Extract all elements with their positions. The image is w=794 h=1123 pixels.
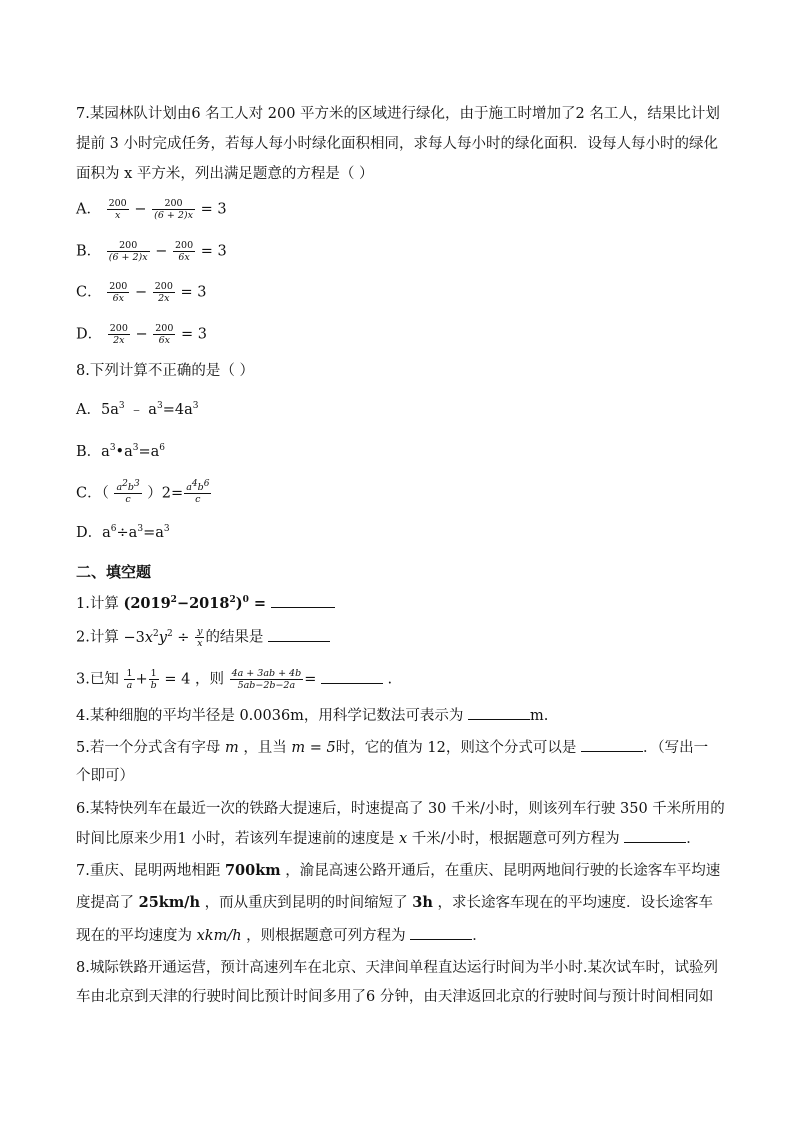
answer-blank[interactable] bbox=[468, 705, 530, 720]
section-heading: 二、填空题 bbox=[76, 563, 152, 581]
q8-title: 8.下列计算不正确的是（ ） bbox=[76, 363, 254, 379]
option-label: C． bbox=[76, 485, 102, 502]
fill-q1: 1.计算 $(2019^2-2018^2)^0$ = bbox=[76, 593, 335, 614]
option-label: B． bbox=[76, 243, 102, 260]
fraction: $\frac{200}{2x}$ bbox=[109, 323, 128, 346]
fill-q3: 3.已知 $\frac{1}{a}$ + $\frac{1}{b}$ = 4 ，则 $\frac{4a + 3ab + 4b}{5ab-2b-2a}$ = . bbox=[76, 668, 393, 691]
fraction: $\frac{1}{b}$ bbox=[150, 668, 157, 691]
option-label: C． bbox=[76, 284, 102, 301]
fraction: $\frac{4a + 3ab + 4b}{5ab-2b-2a}$ bbox=[231, 668, 302, 691]
fill-q7-line-1: 7.重庆、昆明两地相距 700km ，渝昆高速公路开通后，在重庆、昆明两地间行驶的长途客车平均速 bbox=[76, 862, 721, 879]
q7-option-b[interactable]: B． $\frac{200}{(6 + 2)x}$ − $\frac{200}{6x}$ = 3 bbox=[76, 240, 227, 263]
q8-option-d[interactable]: D．$a^6\div a^3=a^3$ bbox=[76, 524, 170, 541]
fraction: $\frac{200}{6x}$ bbox=[175, 240, 194, 263]
q7-option-c[interactable]: C． $\frac{200}{6x}$ − $\frac{200}{2x}$ = 3 bbox=[76, 281, 207, 304]
fraction: $\frac{200}{(6 + 2)x}$ bbox=[108, 240, 148, 263]
answer-blank[interactable] bbox=[321, 669, 383, 684]
q7-line-2: 提前 3 小时完成任务，若每人每小时绿化面积相同，求每人每小时的绿化面积．设每人每小时的绿化 bbox=[76, 136, 718, 152]
option-label: D． bbox=[76, 326, 103, 343]
fill-q2: 2.计算 $-3x^2y^2$ ÷ $\frac{y}{x}$ 的结果是 bbox=[76, 626, 330, 649]
option-label: B． bbox=[76, 444, 102, 460]
answer-blank[interactable] bbox=[624, 828, 686, 843]
fill-q6-line-1: 6.某特快列车在最近一次的铁路大提速后，时速提高了 30 千米/小时，则该列车行驶 350 千米所用的 bbox=[76, 801, 725, 817]
fill-q5-line-1: 5.若一个分式含有字母 m ，且当 m = 5时，它的值为 12，则这个分式可以是 ．（写出一 bbox=[76, 737, 708, 758]
option-label: A． bbox=[76, 402, 101, 418]
fraction: $\frac{200}{6x}$ bbox=[155, 323, 174, 346]
fill-q5-line-2: 个即可） bbox=[76, 768, 134, 784]
fraction: $\frac{a^2b^3}{c}$ bbox=[116, 478, 140, 505]
q7-line-3: 面积为 x 平方米，列出满足题意的方程是（ ） bbox=[76, 166, 374, 182]
fill-q7-line-3: 现在的平均速度为 xkm/h ，则根据题意可列方程为 ． bbox=[76, 925, 487, 946]
q7-option-a[interactable]: A． $\frac{200}{x}$ − $\frac{200}{(6 + 2)x}$ = 3 bbox=[76, 198, 227, 221]
option-label: D． bbox=[76, 525, 103, 541]
q8-option-b[interactable]: B．$a^3•a^3=a^6$ bbox=[76, 443, 166, 460]
answer-blank[interactable] bbox=[410, 925, 472, 940]
q8-option-a[interactable]: A．$5a^3$ ﹣ $a^3=4a^3$ bbox=[76, 401, 199, 418]
q8-option-c[interactable]: C．（ $\frac{a^2b^3}{c}$ ）2= $\frac{a^4b^6}{c}$ bbox=[76, 478, 210, 505]
fraction: $\frac{200}{x}$ bbox=[108, 198, 127, 221]
answer-blank[interactable] bbox=[271, 593, 335, 608]
fraction: $\frac{a^4b^6}{c}$ bbox=[186, 478, 210, 505]
answer-blank[interactable] bbox=[268, 627, 330, 642]
fraction: $\frac{200}{(6 + 2)x}$ bbox=[154, 198, 193, 221]
q7-option-d[interactable]: D． $\frac{200}{2x}$ − $\frac{200}{6x}$ = 3 bbox=[76, 323, 207, 346]
option-label: A． bbox=[76, 201, 101, 218]
fraction: $\frac{1}{a}$ bbox=[126, 668, 133, 691]
answer-blank[interactable] bbox=[581, 737, 643, 752]
fill-q6-line-2: 时间比原来少用1 小时，若该列车提速前的速度是 x 千米/小时，根据题意可列方程为 ． bbox=[76, 828, 701, 849]
q7-line-1: 7.某园林队计划由6 名工人对 200 平方米的区域进行绿化，由于施工时增加了2 名工人，结果比计划 bbox=[76, 106, 720, 122]
fraction: $\frac{200}{2x}$ bbox=[154, 281, 173, 304]
fraction: $\frac{y}{x}$ bbox=[197, 626, 203, 649]
fill-q8-line-1: 8.城际铁路开通运营，预计高速列车在北京、天津间单程直达运行时间为半小时.某次试车时，试验列 bbox=[76, 960, 718, 976]
fill-q7-line-2: 度提高了 25km/h ，而从重庆到昆明的时间缩短了 3h ，求长途客车现在的平均速度．设长途客车 bbox=[76, 894, 713, 911]
fill-q8-line-2: 车由北京到天津的行驶时间比预计时间多用了6 分钟，由天津返回北京的行驶时间与预计时间相同如 bbox=[76, 989, 714, 1005]
fill-q4: 4.某种细胞的平均半径是 0.0036m，用科学记数法可表示为 m. bbox=[76, 705, 548, 726]
fraction: $\frac{200}{6x}$ bbox=[109, 281, 128, 304]
